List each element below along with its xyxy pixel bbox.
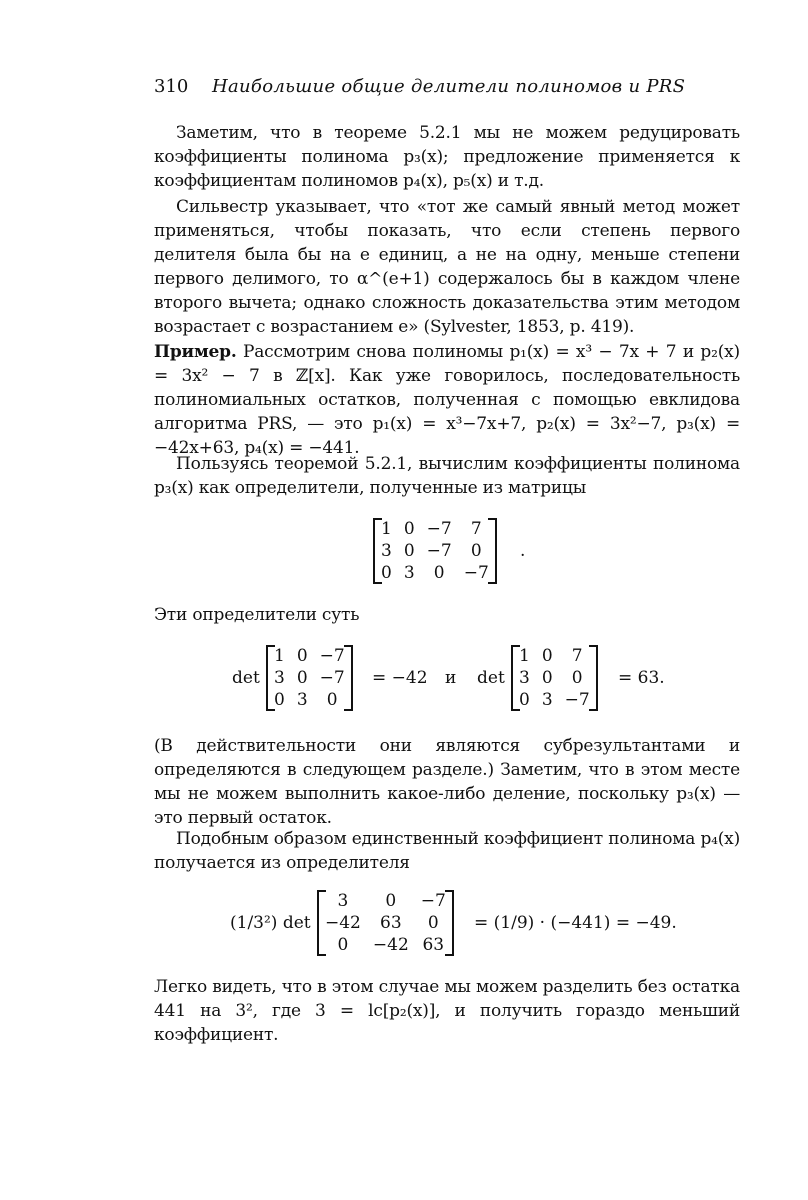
det-matrix-1 xyxy=(266,645,353,711)
matrix-row xyxy=(375,518,495,540)
matrix-trailing-dot: . xyxy=(520,541,526,561)
matrix-main xyxy=(373,518,497,584)
matrix-cell: 0 xyxy=(433,563,445,583)
paragraph-5: (В действительности они являются субрезультантами и определяются в следующем разделе.) Заметим, что в этом месте мы не можем выполнить какое-либо деление, поскольку p₃(x) — это первый остаток. xyxy=(154,736,740,828)
matrix-cell: 0 xyxy=(274,690,285,710)
matrix-cell: −7 xyxy=(319,646,345,666)
matrix-cell: 0 xyxy=(519,690,530,710)
matrix-row xyxy=(268,645,351,667)
matrix-row xyxy=(513,689,596,711)
matrix-cell: 7 xyxy=(571,646,583,666)
matrix-row xyxy=(319,934,452,956)
example-label: Пример. xyxy=(154,342,237,362)
matrix-row xyxy=(375,540,495,562)
paragraph-6: Подобным образом единственный коэффициент полинома p₄(x) получается из определителя xyxy=(154,829,740,873)
matrix-cell: 3 xyxy=(403,563,415,583)
matrix-cell: −7 xyxy=(420,891,446,911)
matrix-cell: −42 xyxy=(372,935,409,955)
matrix-cell: 3 xyxy=(296,690,308,710)
matrix-cell: 0 xyxy=(326,690,338,710)
paragraph-sylvester-quote: Сильвестр указывает, что «тот же самый явный метод может применяться, чтобы показать, что если степень первого делителя была бы на e единиц, а не на одну, меньше степени первого делимого, то α^(e+1) содержалось бы в каждом члене второго вычета; однако сложность доказательства этим методом возрастает с возрастанием e» (Sylvester, 1853, p. 419). xyxy=(154,197,740,337)
example-text: Рассмотрим снова полиномы p₁(x) = x³ − 7x + 7 и p₂(x) = 3x² − 7 в ℤ[x]. Как уже говорилось, последовательность полиномиальных остатков, полученная с помощью евклидова алгоритма PRS, — это p₁(x) = x³−7x+7, p₂(x) = 3x²−7, p₃(x) = −42x+63, p₄(x) = −441. xyxy=(154,342,740,458)
matrix-cell: 0 xyxy=(541,668,553,688)
matrix-cell: 63 xyxy=(422,935,445,955)
page-number: 310 xyxy=(154,76,189,97)
matrix-main-table xyxy=(375,518,495,584)
conjunction-and: и xyxy=(445,668,457,688)
example-paragraph xyxy=(154,340,740,460)
paragraph-3: Пользуясь теоремой 5.2.1, вычислим коэффициенты полинома p₃(x) как определители, полученные из матрицы xyxy=(154,454,740,498)
matrix-row xyxy=(375,562,495,584)
det-result-2: = 63. xyxy=(618,668,665,688)
running-header xyxy=(154,76,714,97)
matrix-cell: 0 xyxy=(427,913,439,933)
matrix-cell: −7 xyxy=(319,668,345,688)
matrix-row xyxy=(319,890,452,912)
det-matrix-1-table xyxy=(268,645,351,711)
matrix-row xyxy=(268,689,351,711)
matrix-cell: 0 xyxy=(541,646,553,666)
matrix-cell: 0 xyxy=(296,668,308,688)
matrix-cell: 0 xyxy=(337,935,349,955)
matrix-cell: 0 xyxy=(381,563,392,583)
paragraph-1: Заметим, что в теореме 5.2.1 мы не можем редуцировать коэффициенты полинома p₃(x); предложение применяется к коэффициентам полиномов p₄(x), p₅(x) и т.д. xyxy=(154,123,740,191)
matrix-cell: 0 xyxy=(385,891,397,911)
matrix-cell: −7 xyxy=(463,563,489,583)
matrix-cell: 7 xyxy=(470,519,482,539)
det-prefix-3: (1/3²) det xyxy=(230,913,311,933)
matrix-row xyxy=(513,645,596,667)
det-label-1: det xyxy=(232,668,260,688)
matrix-row xyxy=(319,912,452,934)
matrix-cell: 3 xyxy=(519,668,530,688)
det-matrix-2 xyxy=(511,645,598,711)
matrix-cell: 0 xyxy=(571,668,583,688)
matrix-row xyxy=(513,667,596,689)
det-label-2: det xyxy=(477,668,505,688)
matrix-cell: 1 xyxy=(381,519,392,539)
matrix-cell: −42 xyxy=(325,913,361,933)
matrix-cell: 3 xyxy=(541,690,553,710)
matrix-cell: −7 xyxy=(426,519,452,539)
matrix-cell: 3 xyxy=(381,541,392,561)
det-matrix-2-table xyxy=(513,645,596,711)
det-matrix-3-table xyxy=(319,890,452,956)
paragraph-4: Эти определители суть xyxy=(154,605,360,625)
matrix-cell: 1 xyxy=(274,646,285,666)
matrix-cell: 0 xyxy=(296,646,308,666)
matrix-cell: 3 xyxy=(337,891,349,911)
paragraph-7: Легко видеть, что в этом случае мы можем разделить без остатка 441 на 3², где 3 = lc[p₂(x)], и получить гораздо меньший коэффициент. xyxy=(154,977,740,1045)
matrix-cell: 0 xyxy=(403,519,415,539)
matrix-cell: 1 xyxy=(519,646,530,666)
det-result-3: = (1/9) · (−441) = −49. xyxy=(474,913,677,933)
matrix-cell: −7 xyxy=(426,541,452,561)
det-result-1: = −42 xyxy=(372,668,428,688)
matrix-cell: 0 xyxy=(470,541,482,561)
matrix-row xyxy=(268,667,351,689)
matrix-cell: 0 xyxy=(403,541,415,561)
matrix-cell: 63 xyxy=(380,913,402,933)
det-matrix-3 xyxy=(317,890,454,956)
matrix-cell: −7 xyxy=(564,690,590,710)
matrix-cell: 3 xyxy=(274,668,285,688)
running-title: Наибольшие общие делители полиномов и PRS xyxy=(212,76,686,97)
